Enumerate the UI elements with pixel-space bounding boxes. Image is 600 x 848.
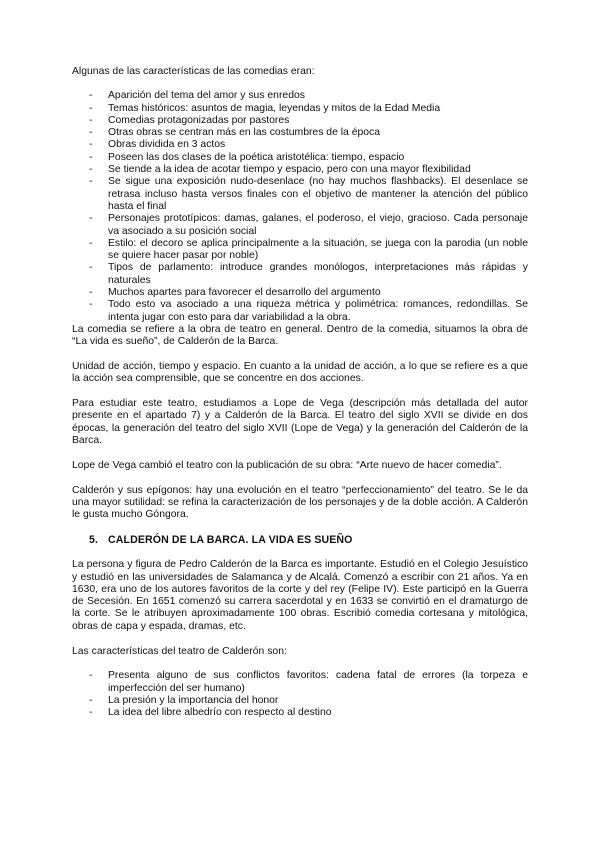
list-item: - Comedias protagonizadas por pastores bbox=[72, 115, 528, 127]
list-item: - Presenta alguno de sus conflictos favoritos: cadena fatal de errores (la torpeza e imperfección del ser humano) bbox=[72, 670, 528, 695]
calderon-features-list bbox=[72, 670, 528, 719]
list-item: - La presión y la importancia del honor bbox=[72, 695, 528, 707]
list-item: - Se sigue una exposición nudo-desenlace (no hay muchos flashbacks). El desenlace se retrasa incluso hasta versos finales con el objetivo de mantener la atención del público hasta el final bbox=[72, 176, 528, 213]
intro-text: Algunas de las características de las comedias eran: bbox=[72, 66, 315, 77]
list-item: - Aparición del tema del amor y sus enredos bbox=[72, 90, 528, 102]
list-item: - Personajes prototípicos: damas, galanes, el poderoso, el viejo, gracioso. Cada personaje va asociado a su posición social bbox=[72, 213, 528, 238]
list-item: - Otras obras se centran más en las costumbres de la época bbox=[72, 127, 528, 139]
comedy-characteristics-list bbox=[72, 90, 528, 324]
list-item: - Estilo: el decoro se aplica principalmente a la situación, se juega con la parodia (un noble se quiere hacer pasar por noble) bbox=[72, 238, 528, 263]
section-number: 5. bbox=[89, 534, 99, 546]
list-item: - Obras dividida en 3 actos bbox=[72, 139, 528, 151]
paragraph-epigonos: Calderón y sus epígonos: hay una evolución en el teatro “perfeccionamiento” del teatro. Se le da una mayor sutilidad: se refina la caracterización de los personajes y de la doble acción. A Calderón le gusta mucho Góngora. bbox=[72, 484, 528, 521]
section-heading bbox=[72, 534, 528, 546]
list-item: - Se tiende a la idea de acotar tiempo y espacio, pero con una mayor flexibilidad bbox=[72, 164, 528, 176]
paragraph-lope: Lope de Vega cambió el teatro con la publicación de su obra: “Arte nuevo de hacer comedia”. bbox=[72, 459, 502, 471]
paragraph-unidad: Unidad de acción, tiempo y espacio. En cuanto a la unidad de acción, a lo que se refiere es a que la acción sea comprensible, que se concentre en dos acciones. bbox=[72, 361, 528, 385]
list-item: - Poseen las dos clases de la poética aristotélica: tiempo, espacio bbox=[72, 152, 528, 164]
list-item: - Muchos apartes para favorecer el desarrollo del argumento bbox=[72, 287, 528, 299]
paragraph-comedia: La comedia se refiere a la obra de teatro en general. Dentro de la comedia, situamos la obra de “La vida es sueño”, de Calderón de la Barca. bbox=[72, 323, 528, 348]
section-title: CALDERÓN DE LA BARCA. LA VIDA ES SUEÑO bbox=[108, 534, 353, 546]
paragraph-caracteristicas-intro: Las características del teatro de Calderón son: bbox=[72, 645, 287, 657]
list-item: - Temas históricos: asuntos de magia, leyendas y mitos de la Edad Media bbox=[72, 103, 528, 115]
list-item: - La idea del libre albedrío con respecto al destino bbox=[72, 707, 528, 719]
list-item: - Tipos de parlamento: introduce grandes monólogos, interpretaciones más rápidas y naturales bbox=[72, 262, 528, 287]
document-page bbox=[72, 66, 528, 720]
list-item: - Todo esto va asociado a una riqueza métrica y polimétrica: romances, redondillas. Se intenta jugar con esto para dar variabilidad a la obra. bbox=[72, 299, 528, 324]
paragraph-estudio: Para estudiar este teatro, estudiamos a Lope de Vega (descripción más detallada del autor presente en el apartado 7) y a Calderón de la Barca. El teatro del siglo XVII se divide en dos épocas, la generación del teatro del siglo XVII (Lope de Vega) y la generación del Calderón de la Barca. bbox=[72, 398, 528, 447]
paragraph-biografia: La persona y figura de Pedro Calderón de la Barca es importante. Estudió en el Colegio Jesuístico y estudió en las universidades de Salamanca y de Alcalá. Comenzó a escribir con 21 años. Ya en 1630, era uno de los autores favoritos de la corte y del rey (Felipe IV). Este participó en la Guerra de Secesión. En 1651 comenzó su carrera sacerdotal y en 1633 se convirtió en el dramaturgo de la corte. Se le atribuyen aproximadamente 100 obras. Escribió comedia cortesana y mitológica, obras de capa y espada, dramas, etc. bbox=[72, 559, 528, 632]
